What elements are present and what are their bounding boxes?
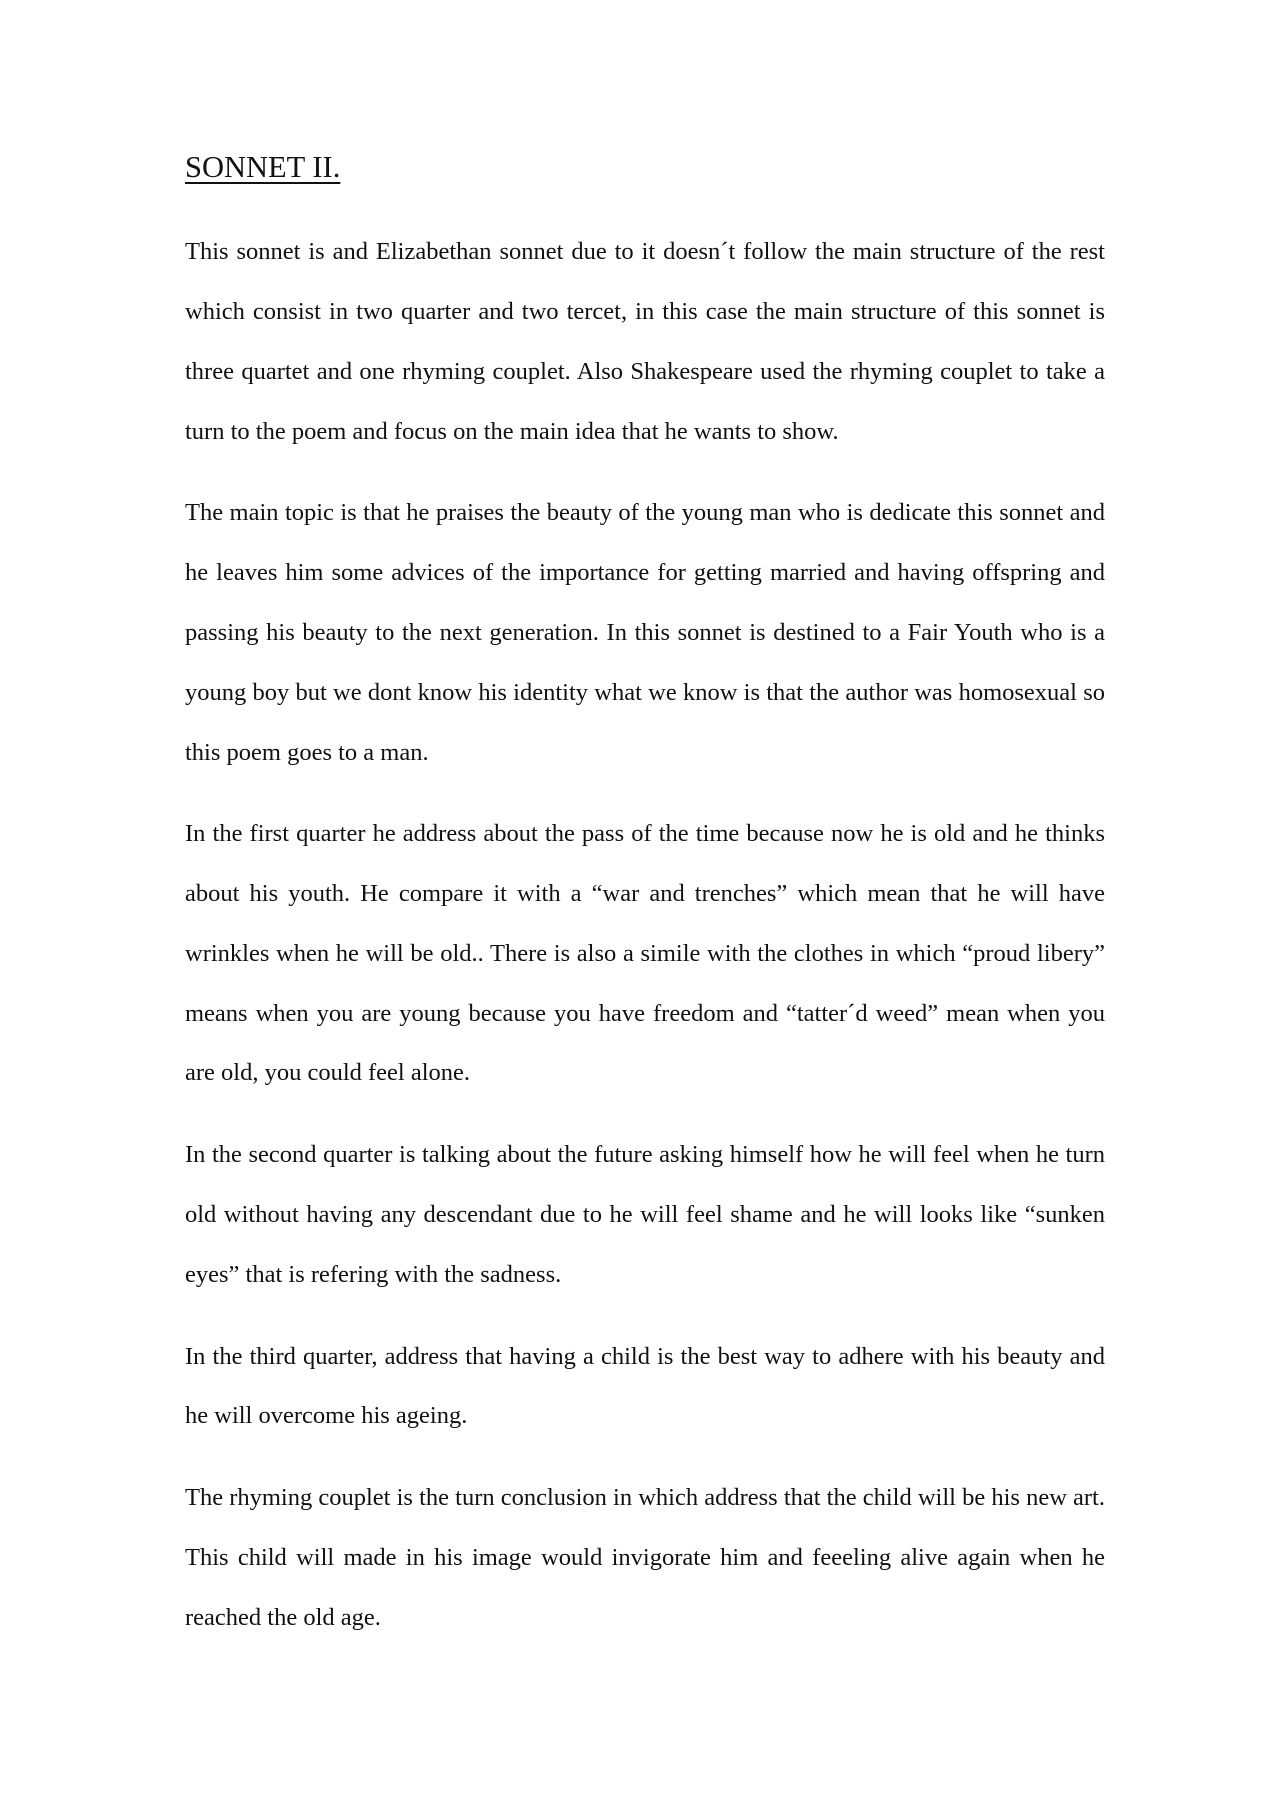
paragraph-structure: This sonnet is and Elizabethan sonnet due to it doesn´t follow the main structure of the rest which consist in two quarter and two tercet, in this case the main structure of this sonnet is three quartet and one rhyming couplet. Also Shakespeare used the rhyming couplet to take a turn to the poem and focus on the main idea that he wants to show.	[185, 238, 1105, 445]
paragraph-second-quarter: In the second quarter is talking about the future asking himself how he will feel when he turn old without having any descendant due to he will feel shame and he will looks like “sunken eyes” that is refering with the sadness.	[185, 1141, 1105, 1288]
document-content	[185, 148, 1105, 1670]
paragraph-first-quarter: In the first quarter he address about the pass of the time because now he is old and he thinks about his youth. He compare it with a “war and trenches” which mean that he will have wrinkles when he will be old.. There is also a simile with the clothes in which “proud libery” means when you are young because you have freedom and “tatter´d weed” mean when you are old, you could feel alone.	[185, 820, 1105, 1087]
document-title: SONNET II.	[185, 150, 341, 184]
paragraph-couplet: The rhyming couplet is the turn conclusion in which address that the child will be his new art. This child will made in his image would invigorate him and feeeling alive again when he reached the old age.	[185, 1484, 1105, 1631]
paragraph-main-topic: The main topic is that he praises the beauty of the young man who is dedicate this sonnet and he leaves him some advices of the importance for getting married and having offspring and passing his beauty to the next generation. In this sonnet is destined to a Fair Youth who is a young boy but we dont know his identity what we know is that the author was homosexual so this poem goes to a man.	[185, 499, 1105, 766]
paragraph-third-quarter: In the third quarter, address that having a child is the best way to adhere with his beauty and he will overcome his ageing.	[185, 1342, 1105, 1430]
